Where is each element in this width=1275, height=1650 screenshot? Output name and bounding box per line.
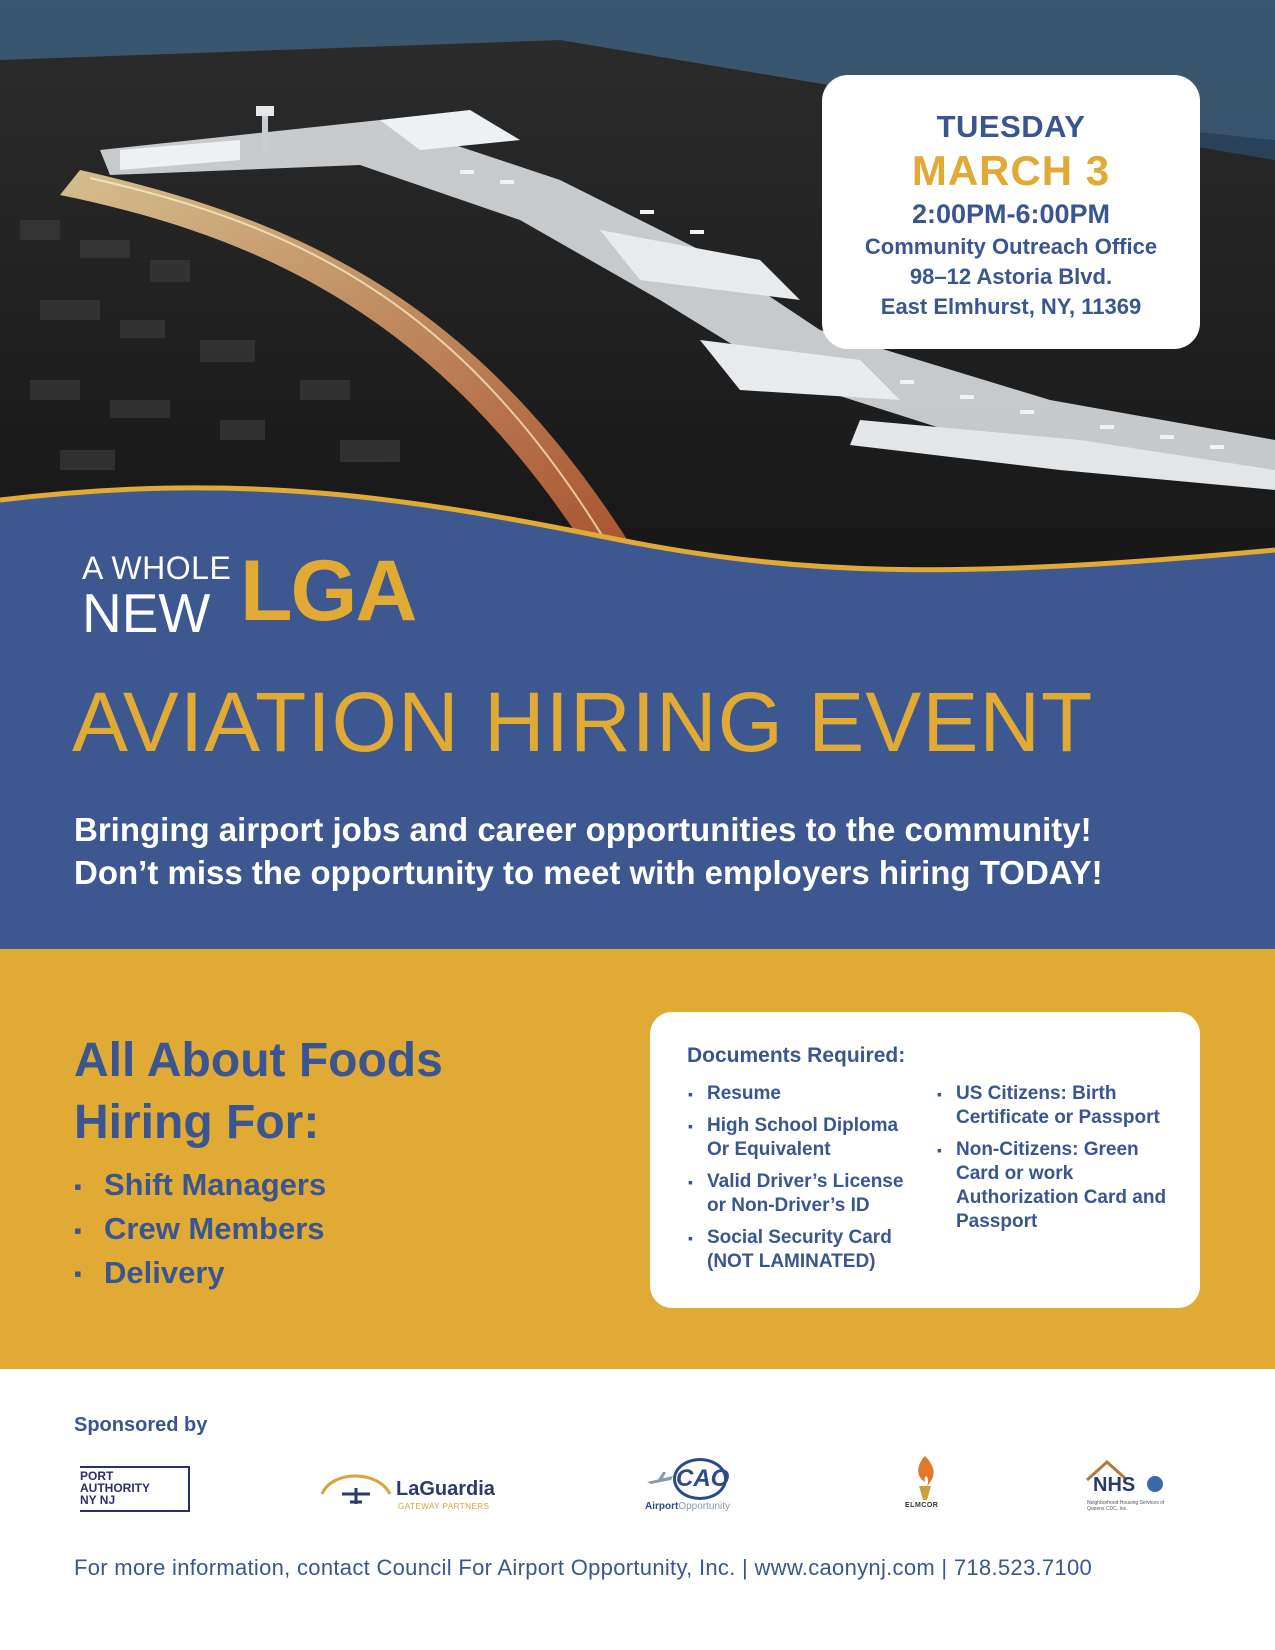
laguardia-logo — [318, 1464, 503, 1524]
event-date: MARCH 3 — [911, 147, 1111, 194]
event-day: TUESDAY — [936, 109, 1086, 144]
cao-mark: CAO — [673, 1458, 727, 1500]
documents-card — [650, 1012, 1200, 1308]
list-item: ▪ Crew Members — [74, 1208, 326, 1252]
documents-list-right — [937, 1082, 1177, 1242]
cao-logo — [645, 1454, 745, 1514]
list-item: ▪ Delivery — [74, 1252, 326, 1296]
nhs-logo — [1085, 1458, 1169, 1518]
logo-line-2: NEW — [82, 582, 211, 644]
port-authority-line-1: PORT — [80, 1469, 114, 1483]
port-authority-line-3: NY NJ — [80, 1493, 116, 1507]
logo-line-1: A WHOLE — [82, 550, 232, 586]
list-item: ▪ Resume — [688, 1082, 918, 1106]
event-venue: Community Outreach Office — [864, 234, 1158, 259]
contact-footer: For more information, contact Council For Airport Opportunity, Inc. | www.caonynj.com | 718.523.7100 — [74, 1555, 1093, 1580]
laguardia-name: LaGuardia — [396, 1478, 495, 1500]
page-title: AVIATION HIRING EVENT — [72, 675, 1094, 769]
cao-sub-1: Airport — [645, 1501, 679, 1512]
port-authority-logo — [80, 1466, 190, 1526]
event-time: 2:00PM-6:00PM — [911, 199, 1111, 229]
tagline-line-1: Bringing airport jobs and career opportunities to the community! — [74, 811, 1092, 848]
list-item: ▪ Social Security Card (NOT LAMINATED) — [688, 1226, 918, 1274]
sponsored-label: Sponsored by — [74, 1414, 208, 1436]
airplane-icon — [645, 1470, 675, 1490]
elmcor-logo — [905, 1452, 945, 1512]
employer-heading — [74, 1030, 443, 1154]
list-item: ▪ US Citizens: Birth Certificate or Passport — [937, 1082, 1177, 1130]
nhs-sub: Neighborhood Housing Services of Queens CDC, Inc. — [1087, 1500, 1165, 1512]
employer-name: All About Foods — [74, 1034, 443, 1087]
tagline — [74, 808, 1103, 894]
hiring-label: Hiring For: — [74, 1096, 320, 1149]
documents-list-left — [688, 1082, 918, 1282]
list-item: ▪ Valid Driver’s License or Non-Driver’s ID — [688, 1170, 918, 1218]
list-item: ▪ Shift Managers — [74, 1164, 326, 1208]
cao-sub-2: Opportunity — [678, 1501, 731, 1512]
event-city: East Elmhurst, NY, 11369 — [880, 294, 1142, 319]
plane-arc-icon — [318, 1464, 394, 1512]
blue-banner — [0, 600, 1275, 949]
list-item: ▪ Non-Citizens: Green Card or work Authorization Card and Passport — [937, 1138, 1177, 1234]
roles-list — [74, 1164, 326, 1295]
elmcor-name: ELMCOR — [905, 1502, 939, 1509]
port-authority-line-2: AUTHORITY — [80, 1481, 150, 1495]
logo-lga: LGA — [240, 543, 416, 639]
tagline-line-2: Don’t miss the opportunity to meet with employers hiring TODAY! — [74, 854, 1103, 891]
laguardia-sub: GATEWAY PARTNERS — [398, 1502, 490, 1511]
event-details-card — [822, 75, 1200, 349]
cao-sub — [645, 1501, 730, 1512]
nhs-mark: NHS — [1093, 1474, 1136, 1496]
event-street: 98–12 Astoria Blvd. — [909, 264, 1113, 289]
whole-new-lga-logo — [82, 543, 416, 644]
documents-title: Documents Required: — [687, 1044, 906, 1067]
list-item: ▪ High School Diploma Or Equivalent — [688, 1114, 918, 1162]
